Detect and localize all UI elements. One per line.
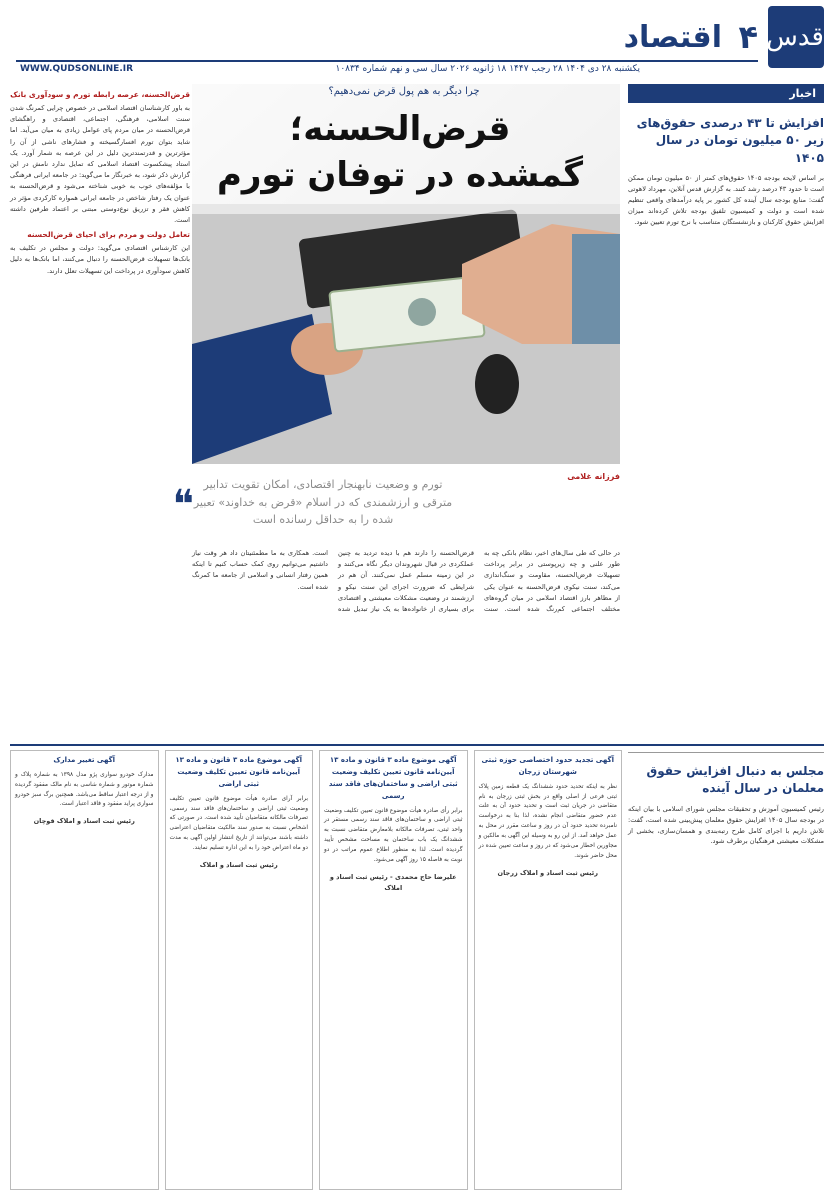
ad-body: برابر آرای صادره هیأت موضوع قانون تعیین تکلیف وضعیت ثبتی اراضی و ساختمان‌های فاقد سند رسمی، تصرفات مالکانه متقاضیان تأیید شده است. در صورتی که اشخاص نسبت به صدور سند مالکیت متقاضیان اعتراضی داشته باشند می‌توانند از تاریخ انتشار اولین آگهی به مدت دو ماه اعتراض خود را به این اداره تسلیم نمایند.	[169, 795, 308, 851]
quds-logo: قدس	[768, 6, 824, 68]
news-column	[628, 84, 824, 534]
left-subhead: قرض‌الحسنه، عرصه‌ رابطه تورم و سودآوری بانک	[10, 90, 190, 99]
ad-body: نظر به اینکه تحدید حدود ششدانگ یک قطعه زمین پلاک ثبتی فرعی از اصلی واقع در بخش ثبتی زرجان به نام متقاضی در جریان ثبت است و تحدید حدود آن به علت عدم حضور متقاضی انجام نشده، لذا بنا به درخواست نامبرده تحدید حدود آن در روز و ساعت مقرر در محل به عمل خواهد آمد. از این رو به وسیله این آگهی به مالکین و مجاورین اخطار می‌شود که در روز و ساعت تعیین شده در محل حاضر شوند.	[478, 783, 617, 859]
page-number: ۴	[738, 18, 758, 56]
news-item-2	[628, 752, 824, 1042]
ad-block	[10, 750, 159, 1190]
left-body-2: این کارشناس اقتصادی می‌گوید: دولت و مجلس در تکلیف به بانک‌ها تسهیلات قرض‌الحسنه را دنبال می‌کنند، اما بانک‌ها به دلیل کاهش سودآوری در پرداخت این تسهیلات تعلل دارند.	[10, 244, 190, 275]
website-link[interactable]: WWW.QUDSONLINE.IR	[20, 64, 134, 74]
masthead	[0, 0, 834, 80]
news-label: اخبار	[628, 84, 824, 103]
ad-block	[165, 750, 314, 1190]
headline-line-2: گمشده در توفان تورم	[216, 155, 584, 195]
news-item-2-title[interactable]: مجلس به دنبال افزایش حقوق معلمان در سال آینده	[646, 764, 824, 796]
masthead-rule	[16, 60, 758, 62]
news-item-1-body: بر اساس لایحه بودجه ۱۴۰۵ حقوق‌های کمتر از ۵۰ میلیون تومان ممکن است تا حدود ۴۳ درصد رشد کنند. به گزارش قدس آنلاین، مهرداد لاهوتی گفت: منابع بودجه سال آینده کل کشور بر پایه درآمدهای واقعی تنظیم شده است و دولت و کمیسیون تلفیق بودجه تلاش کرده‌اند میزان افزایش حقوق کارکنان و بازنشستگان متناسب با نرخ تورم تعیین شود.	[628, 174, 824, 226]
article-lead: تورم و وضعیت نابهنجار اقتصادی، امکان تقویت تدابیر مترقی و ارزشمندی که در اسلام «قرض به خداوند» تعبیر شده را به حداقل رسانده است	[193, 478, 453, 527]
issue-date: یکشنبه ۲۸ دی ۱۴۰۴ ۲۸ رجب ۱۴۴۷ ۱۸ ژانویه ۲۰۲۶ سال سی و نهم شماره ۱۰۸۳۴	[335, 64, 640, 74]
ad-title: آگهی تجدید حدود اختصاصی حوزه ثبتی شهرستان زرجان	[481, 756, 614, 776]
article-body: در حالی که طی سال‌های اخیر، نظام بانکی چه به طور علنی و چه زیرپوستی در برابر پرداخت تسهیلات قرض‌الحسنه، مقاومت و سنگ‌اندازی می‌کند، سنت نیکوی قرض‌الحسنه به عنوان یکی از مظاهر بارز اقتصاد اسلامی در میان گروه‌های مختلف اجتماعی کم‌رنگ شده است. سنت قرض‌الحسنه را دارند هم با دیده تردید به چنین عملکردی در قبال شهروندان دیگر نگاه می‌کنند و در این زمینه مسلم عمل نمی‌کنند. آن هم در شرایطی که ضرورت اجرای این سنت نیکو و ارزشمند در وضعیت مشکلات معیشتی و اقتصادی برای بسیاری از خانواده‌ها به یک نیاز تبدیل شده است. همکاری به ما مطمئنیتان داد هر وقت نیاز داشتیم می‌توانیم روی کمک حساب کنیم تا اینکه همین رفتار انسانی و اسلامی از جامعه ما کمرنگ شده است.	[192, 549, 620, 614]
ad-body: برابر رأی صادره هیأت موضوع قانون تعیین تکلیف وضعیت ثبتی اراضی و ساختمان‌های فاقد سند رسمی مستقر در واحد ثبتی، تصرفات مالکانه بلامعارض متقاضی نسبت به ششدانگ یک باب ساختمان به مساحت مشخص تأیید گردیده است. لذا به منظور اطلاع عموم مراتب در دو نوبت به فاصله ۱۵ روز آگهی می‌شود.	[324, 807, 463, 863]
ad-signature: علیرضا حاج محمدی - رئیس ثبت اسناد و املاک	[329, 872, 457, 892]
left-body: به باور کارشناسان اقتصاد اسلامی در خصوص چرایی کمرنگ شدن سنت اسلامی، فرهنگی، اجتماعی، اقتصادی و راهگشای قرض‌الحسنه در میان مردم پای عوامل زیادی به میان می‌آید. اما شاید بتوان تورم افسارگسیخته و فشارهای ناشی از آن را مؤثرترین و قدرتمندترین دلیل در این عرصه به شمار آورد. یک استاد پیشکسوت اقتصاد اسلامی که تمایل ندارد نامش در این گزارش ذکر شود، به خبرنگار ما می‌گوید: در جامعه ایرانی فرهنگی با مؤلفه‌های خوب به خوبی شناخته می‌شود و قرض‌الحسنه به عنوان یک رفتار شاخص در جامعه ایرانی همواره کارکردی مؤثر در کاهش فقر و تزریق نوع‌دوستی مبتنی بر اعتماد طرفین داشته است.	[10, 104, 190, 225]
news-item-1-title[interactable]: افزایش تا ۴۳ درصدی حقوق‌های زیر ۵۰ میلیون تومان در سال ۱۴۰۵	[636, 116, 824, 165]
ad-title: آگهی موضوع ماده ۳ قانون و ماده ۱۳ آیین‌نامه قانون تعیین تکلیف وضعیت ثبتی اراضی	[175, 756, 303, 788]
ad-block	[319, 750, 468, 1190]
section-title: اقتصاد	[623, 20, 722, 55]
ads-divider	[10, 744, 824, 746]
legal-ads	[10, 750, 622, 1190]
quote-icon: ❝	[172, 482, 194, 528]
news-item-2-body: رئیس کمیسیون آموزش و تحقیقات مجلس شورای اسلامی با بیان اینکه در بودجه سال ۱۴۰۵ افزایش حقوق معلمان پیش‌بینی شده است، گفت: تلاش داریم با اجرای کامل طرح رتبه‌بندی و همسان‌سازی، بخشی از مشکلات معیشتی فرهنگیان برطرف شود.	[628, 804, 824, 846]
article-headline[interactable]	[184, 106, 616, 202]
ad-signature: رئیس ثبت اسناد و املاک	[199, 860, 278, 869]
ad-signature: رئیس ثبت اسناد و املاک زرجان	[497, 868, 598, 877]
ad-block	[474, 750, 623, 1190]
article-kicker: چرا دیگر به هم پول قرض نمی‌دهیم؟	[328, 86, 480, 97]
headline-line-1: قرض‌الحسنه؛	[289, 109, 511, 149]
ad-body: مدارک خودرو سواری پژو مدل ۱۳۹۸ به شماره پلاک و شماره موتور و شماره شاسی به نام مالک مفقود گردیده و از درجه اعتبار ساقط می‌باشد. همچنین برگ سبز خودرو سواری پراید مفقود و فاقد اعتبار است.	[15, 771, 154, 808]
author-name: فرزانه غلامی	[567, 472, 620, 481]
ad-signature: رئیس ثبت اسناد و املاک قوچان	[33, 817, 135, 826]
left-subhead-2: تعامل دولت و مردم برای احیای قرض‌الحسنه	[27, 230, 190, 240]
left-column	[10, 86, 190, 736]
ad-title: آگهی موضوع ماده ۳ قانون و ماده ۱۳ آیین‌نامه قانون تعیین تکلیف وضعیت ثبتی اراضی و ساختمان‌های فاقد سند رسمی	[328, 756, 458, 800]
ad-title: آگهی تغییر مدارک	[53, 756, 116, 764]
